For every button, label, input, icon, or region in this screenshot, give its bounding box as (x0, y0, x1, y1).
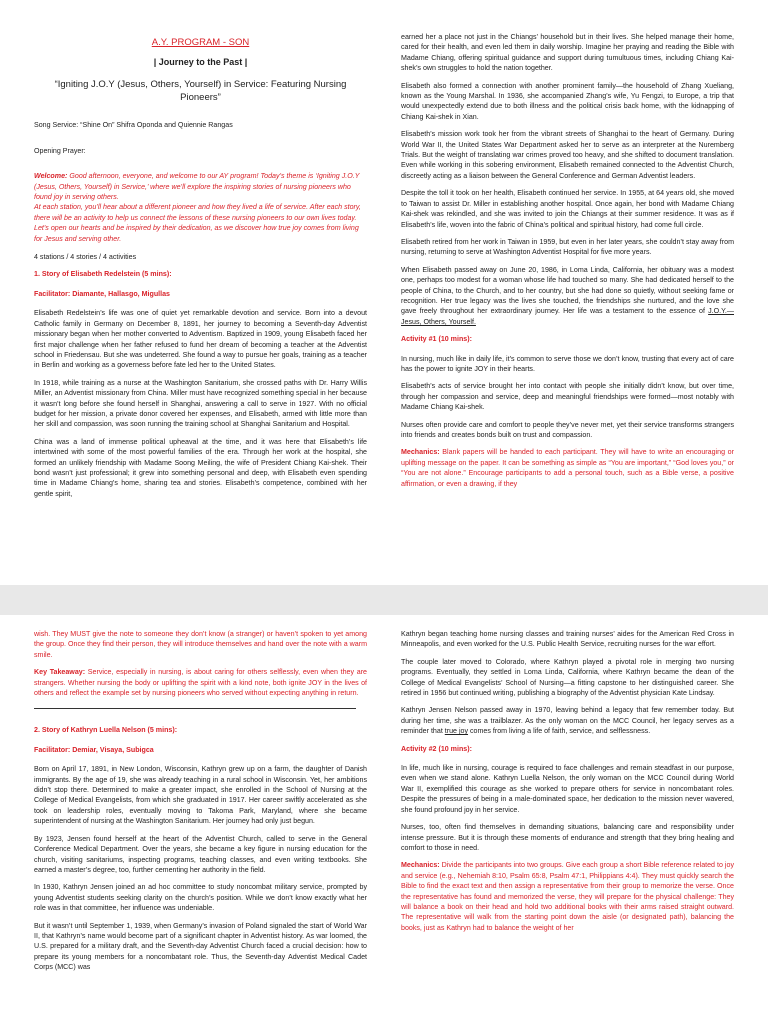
story1-paragraph-9 (401, 265, 734, 327)
welcome-line-3: Let’s open our hearts and be inspired by their dedication, as we discover how true joy comes from living for Jesus and serving other. (34, 224, 359, 243)
document-page-2 (0, 615, 768, 1024)
welcome-label: Welcome: (34, 172, 68, 181)
key-takeaway (34, 667, 367, 698)
page1-left-column (34, 36, 367, 506)
activity1-mechanics (401, 447, 734, 489)
welcome-block (34, 171, 367, 244)
story1-heading: 1. Story of Elisabeth Redelstein (5 mins): (34, 270, 172, 279)
welcome-paragraph (34, 171, 367, 202)
activity2-heading: Activity #2 (10 mins): (401, 744, 472, 753)
mechanics-text: Blank papers will be handed to each participant. They will have to write an encouraging or uplifting message on the paper. It can be something as simple as “You are important,” “God loves you,” or “You are not alone.” Encourage participants to add a personal touch, such as a Bible verse, a positive affirmation, or even a drawing, if they (401, 448, 734, 488)
program-title: A.Y. PROGRAM - SON (151, 37, 250, 48)
activity1-paragraph-3: Nurses often provide care and comfort to people they’ve never met, yet their service transforms strangers into friends and creates bonds built on trust and compassion. (401, 420, 734, 439)
program-theme: “Igniting J.O.Y (Jesus, Others, Yourself) in Service: Featuring Nursing Pioneers” (54, 79, 347, 104)
story1-paragraph-7: Despite the toll it took on her health, Elisabeth continued her service. In 1955, at 64 years old, she moved to Taiwan to assist Dr. Miller in establishing another hospital. Once again, her bond with Madame Chiang Kai-shek was rekindled, and she was invited to join the Chiangs at their summer residence. It was as if Elisabeth’s life, woven into the fabric of China’s political and spiritual history, had come full circle. (401, 189, 734, 229)
key-takeaway-text: Service, especially in nursing, is about caring for others selflessly, even when they are strangers. Whether nursing the body or uplifting the spirit with a kind note, both ignite JOY in the lives of others and reflect the example set by nursing pioneers who served without expecting anything in return. (34, 668, 367, 698)
page2-left-column (34, 629, 367, 980)
story2-paragraph-1: Born on April 17, 1891, in New London, Wisconsin, Kathryn grew up on a farm, the daughter of Danish immigrants. By the age of 19, she was already teaching in a rural school in Wisconsin. Yet, her ambitions didn’t stop there. Determined to make a greater impact, she enrolled in the School of Nursing at the College of Medical Evangelists, from which she graduated in 1917. Her career swiftly accelerated as she took on leadership roles, eventually moving to Takoma Park, Maryland, where she became superintendent of nursing at the Washington Sanitarium. Her journey had only just begun. (34, 765, 367, 826)
story1-paragraph-6: Elisabeth’s mission work took her from the vibrant streets of Shanghai to the heart of Germany. During World War II, the United States War Department asked her to serve as an interpreter at the Nuremberg Trials. But the weight of translating war crimes proved too heavy, and she shifted to document translation. Even while working in this sobering environment, Elisabeth remained connected to the Adventist Church, discreetly acting as a liaison between the General Conference and German Adventist leaders. (401, 130, 734, 180)
story1-paragraph-8: Elisabeth retired from her work in Taiwan in 1959, but even in her later years, she couldn’t stay away from nursing, returning to serve at Washington Adventist Hospital for five more years. (401, 237, 734, 257)
program-subtitle: | Journey to the Past | (153, 57, 248, 67)
story2-paragraph-4: But it wasn’t until September 1, 1939, when Germany’s invasion of Poland signaled the start of World War II, that Kathryn’s name would become part of a significant chapter in Adventist history. As war loomed, the U.S. prepared for a military draft, and the Seventh-day Adventist Church faced a crucial decision: how to prepare its young members for a noncombatant role. Thus, the Seventh-day Adventist Medical Cadet Corps (MCC) was (34, 921, 367, 972)
story1-paragraph-4: earned her a place not just in the Chiangs’ household but in their lives. She helped manage their home, cared for their health, and even led them in daily worship. Imagine her praying and reading the Bible with Madame Chiang, offering spiritual guidance and support during tumultuous times, including Chiang Kai-shek’s own struggles to hold the nation together. (401, 33, 734, 73)
key-takeaway-label: Key Takeaway: (34, 668, 86, 677)
activity2-paragraph-2: Nurses, too, often find themselves in demanding situations, balancing care and responsibility under intense pressure. But it is through these moments of endurance and strength that they bring healing and comfort to those in need. (401, 823, 734, 852)
welcome-line-2: At each station, you’ll hear about a different pioneer and how they lived a life of service. After each story, there will be an activity to help us connect the lessons of these nursing pioneers to our own lives today. (34, 203, 361, 222)
welcome-text: Good afternoon, everyone, and welcome to our AY program! Today’s theme is ‘Igniting J.O.Y (Jesus, Others, Yourself) in Service,’ where we’ll explore the inspiring stories of nursing pioneers who found joy in serving others. (34, 172, 360, 202)
true-joy-text: true joy (444, 727, 469, 736)
page1-right-column (401, 32, 734, 496)
section-divider (34, 708, 356, 709)
activity1-paragraph-2: Elisabeth’s acts of service brought her into contact with people she initially didn’t know, but over time, through her compassion and service, deep and meaningful friendships were formed—most notably with Madame Chiang Kai-shek. (401, 382, 734, 412)
opening-prayer: Opening Prayer: (34, 146, 86, 155)
stations-summary: 4 stations / 4 stories / 4 activities (34, 253, 137, 262)
mechanics2-label: Mechanics: (401, 861, 440, 870)
activity1-paragraph-1: In nursing, much like in daily life, it’s common to serve those we don’t know, trusting that every act of care has the power to ignite JOY in their hearts. (401, 354, 734, 373)
activity1-mechanics-continued: wish. They MUST give the note to someone they don’t know (a stranger) or haven’t spoken to yet among the group. Once they find their person, they will introduce themselves and hand over the note with a warm smile. (34, 630, 367, 659)
story2-paragraph-6: The couple later moved to Colorado, where Kathryn played a pivotal role in merging two nursing programs. Eventually, they settled in Loma Linda, California, where Kathryn became the dean of the College of Medical Evangelists’ School of Nursing—a fitting capstone to her distinguished career. She retired in 1956 but continued writing, publishing a biography of the Adventist physician Kate Lindsay. (401, 657, 734, 698)
mechanics2-text: Divide the participants into two groups. Give each group a short Bible reference related to joy and service (e.g., Nehemiah 8:10, Psalm 65:8, Psalm 47:1, Philippians 4:4). They must quickly search the Bible to find the exact text and then assign a representative from their group to memorize the verse. Once the representative has found and memorized the verse, they will prepare for the physical challenge: They will balance a book on their head and hold two additional books with their arms raised straight outward. The representative will walk from the starting point down the aisle (or designated path), balancing the books, just as Kathryn had to balance the weight of her (401, 861, 734, 932)
joy-link-text: J.O.Y.—Jesus, Others, Yourself. (401, 307, 734, 326)
story2-paragraph-7a: Kathryn Jensen Nelson passed away in 1970, leaving behind a legacy that few remember today. But during her time, she was a trailblazer. As the only woman on the MCC Council, her legacy serves as a reminder that (401, 706, 734, 736)
page2-right-column (401, 629, 734, 940)
story2-facilitator: Facilitator: Demiar, Visaya, Subigca (34, 745, 154, 754)
activity2-paragraph-1: In life, much like in nursing, courage is required to face challenges and remain steadfast in our purpose, even when we stand alone. Kathryn Luella Nelson, the only woman on the MCC Council during World War II, exemplified this courage as she worked to prepare others for service in noncombatant roles. Despite the pressures of being in a male-dominated space, her dedication to the mission never wavered, she found profound joy in her service. (401, 764, 734, 814)
song-service: Song Service: “Shine On” Shifra Oponda and Quiennie Rangas (34, 121, 233, 130)
story2-paragraph-3: In 1930, Kathryn Jensen joined an ad hoc committee to study noncombat military service, prompted by young Adventist students seeking clarity on the church’s position. While we don’t know exactly what her role was in that committee, her influence was undeniable. (34, 883, 367, 913)
story2-paragraph-5: Kathryn began teaching home nursing classes and training nurses’ aides for the American Red Cross in Minneapolis, and even worked for the U.S. Public Health Service, recruiting nurses for the war effort. (401, 630, 734, 649)
activity1-heading: Activity #1 (10 mins): (401, 335, 472, 344)
activity2-mechanics (401, 860, 734, 933)
story1-paragraph-9-text: When Elisabeth passed away on June 20, 1986, in Loma Linda, California, her obituary was a modest one, perhaps too modest for a woman whose life had touched so many. She had dedicated herself to the people of China, to the Church, and to her country, but she had done so quietly, without seeking fame or recognition. Her true legacy was the lives she touched, the friendships she nurtured, and the love she gave freely throughout her extraordinary journey. Her life was a testament to the essence of (401, 265, 734, 316)
story1-paragraph-2: In 1918, while training as a nurse at the Washington Sanitarium, she crossed paths with Dr. Harry Willis Miller, an Adventist missionary from China. Miller must have recognized something special in her because it wasn’t long before she found herself in Shanghai, answering a call to serve in 1927. With no official budget for her mission, a private donor covered her expenses, and Elisabeth, armed with little more than her skill and compassion, was soon running the training school at Shanghai Sanitarium and Hospital. (34, 378, 367, 429)
story2-heading: 2. Story of Kathryn Luella Nelson (5 mins): (34, 726, 178, 735)
story2-paragraph-2: By 1923, Jensen found herself at the heart of the Adventist Church, called to serve in the General Conference Medical Department. Over the years, she became a key figure in nursing education for the church, visiting sanitariums, inspecting programs, teaching classes, and even writing textbooks. She earned a master’s degree, too, further cementing her authority in the field. (34, 834, 367, 874)
story2-paragraph-7b: comes from living a life of faith, service, and selflessness. (468, 727, 651, 736)
story1-paragraph-1: Elisabeth Redelstein’s life was one of quiet yet remarkable devotion and service. Born into a devout Catholic family in Germany on December 8, 1891, her journey to becoming a Seventh-day Adventist missionary began when her mother converted to Adventism. Baptized in 1909, young Elisabeth faced her first major challenge when her father refused to fund her dream of becoming a teacher at the Adventist school in Friedensau. But she was undeterred. She found a way to pursue her goals, training as a teacher in Berlin and working as a governess before fate led her to the United States. (34, 309, 367, 370)
mechanics-label: Mechanics: (401, 448, 440, 457)
story2-paragraph-7 (401, 705, 734, 736)
story1-facilitator: Facilitator: Diamante, Hallasgo, Migullas (34, 289, 170, 298)
story1-paragraph-5: Elisabeth also formed a connection with another prominent family—the household of Zhang Xueliang, known as the Young Marshal. In 1936, she accompanied Zhang’s wife, Yu Fengzi, to Europe, a trip that would unexpectedly extend due to both illness and the political crisis back home, with the kidnapping of Chiang Kai-shek in Xian. (401, 81, 734, 121)
story1-paragraph-3: China was a land of immense political upheaval at the time, and it was here that Elisabeth’s life intertwined with some of the most powerful families of the era. Through her work at the hospital, she formed an unlikely friendship with Madame Soong Meiling, the wife of President Chiang Kai-shek. Their bond wasn’t just professional; it grew into something personal and deep, with Elisabeth even spending time in Madame Chiang’s home, sharing tea and stories. Elisabeth’s competence, combined with her gentle spirit, (34, 437, 367, 498)
